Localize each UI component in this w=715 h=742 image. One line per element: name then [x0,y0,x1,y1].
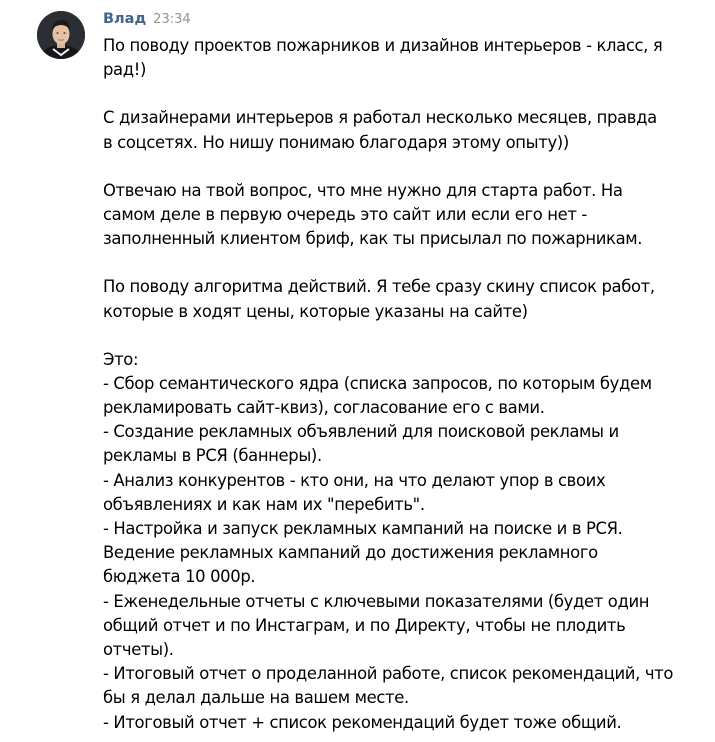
paragraph [103,34,703,82]
list-item-line: рекламировать сайт-квиз), согласование его с вами. [103,398,545,418]
list-item-line: - Итоговый отчет о проделанной работе, список рекомендаций, что [103,664,674,684]
message-line: в соцсетях. Но нишу понимаю благодаря этому опыту)) [103,132,569,152]
list-item-line: - Создание рекламных объявлений для поисковой рекламы и [103,422,619,442]
paragraph-gap [103,251,703,275]
message-line: рад!) [103,60,146,80]
avatar-photo-icon [37,11,85,59]
paragraph-gap [103,82,703,106]
list-item-line: - Сбор семантического ядра (списка запросов, по которым будем [103,373,652,393]
message-body [103,34,703,735]
list-item-line: - Итоговый отчет + список рекомендаций будет тоже общий. [103,712,622,732]
list-item-line: - Еженедельные отчеты с ключевыми показателями (будет один [103,591,650,611]
paragraph [103,275,703,323]
paragraph [103,179,703,252]
message-line: Отвечаю на твой вопрос, что мне нужно для старта работ. На [103,180,623,200]
author-name[interactable]: Влад [103,11,147,27]
list-item-line: рекламы в РСЯ (баннеры). [103,446,322,466]
message-header [103,11,191,33]
list-item-line: общий отчет и по Инстаграм, и по Директу, чтобы не плодить [103,615,626,635]
avatar[interactable] [37,11,85,59]
message-line: По поводу алгоритма действий. Я тебе сразу скину список работ, [103,277,655,297]
list-item-line: Ведение рекламных кампаний до достижения рекламного [103,543,598,563]
message-line: С дизайнерами интерьеров я работал несколько месяцев, правда [103,108,657,128]
list-item-line: отчеты). [103,639,174,659]
list-item-line: бюджета 10 000р. [103,567,256,587]
paragraph [103,348,703,735]
message-line: По поводу проектов пожарников и дизайнов интерьеров - класс, я [103,36,663,55]
message-line: Это: [103,349,139,369]
list-item-line: бы я делал дальше на вашем месте. [103,688,409,708]
message-line: которые в ходят цены, которые указаны на сайте) [103,301,528,321]
paragraph-gap [103,324,703,348]
paragraph [103,106,703,154]
paragraph-gap [103,155,703,179]
list-item-line: объявлениях и как нам их "перебить". [103,494,425,514]
message-time[interactable]: 23:34 [153,12,191,27]
list-item-line: - Анализ конкурентов - кто они, на что делают упор в своих [103,470,606,490]
message-line: самом деле в первую очередь это сайт или если его нет - [103,204,587,224]
message-line: заполненный клиентом бриф, как ты присылал по пожарникам. [103,229,643,249]
list-item-line: - Настройка и запуск рекламных кампаний на поиске и в РСЯ. [103,519,623,538]
